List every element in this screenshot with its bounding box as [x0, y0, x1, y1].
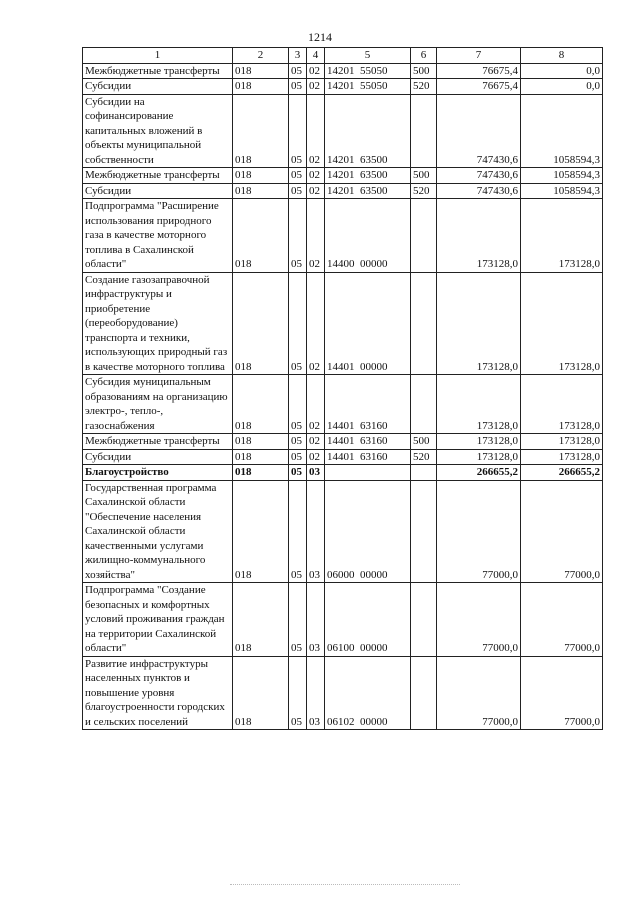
row-ministry-code: 018 — [233, 434, 289, 450]
row-section: 05 — [289, 94, 307, 168]
header-cell: 1 — [83, 48, 233, 64]
row-expense-type — [411, 199, 437, 273]
row-target-article: 06102 00000 — [325, 656, 411, 730]
row-subsection: 02 — [307, 272, 325, 375]
row-target-article: 14201 63500 — [325, 183, 411, 199]
row-section: 05 — [289, 272, 307, 375]
row-subsection: 02 — [307, 183, 325, 199]
row-subsection: 03 — [307, 583, 325, 657]
row-section: 05 — [289, 656, 307, 730]
header-cell: 3 — [289, 48, 307, 64]
row-amount-year2: 77000,0 — [521, 656, 603, 730]
row-ministry-code: 018 — [233, 94, 289, 168]
row-amount-year1: 747430,6 — [437, 94, 521, 168]
row-subsection: 03 — [307, 465, 325, 481]
row-ministry-code: 018 — [233, 272, 289, 375]
header-cell: 4 — [307, 48, 325, 64]
row-name: Межбюджетные трансферты — [83, 168, 233, 184]
row-target-article — [325, 465, 411, 481]
row-ministry-code: 018 — [233, 583, 289, 657]
row-amount-year2: 77000,0 — [521, 480, 603, 583]
table-row — [83, 480, 603, 583]
row-name: Субсидии — [83, 79, 233, 95]
header-cell: 5 — [325, 48, 411, 64]
row-name: Создание газозаправочной инфраструктуры и приобретение (переоборудование) транспорта и техники, использующих природный газ в качестве моторного топлива — [83, 272, 233, 375]
row-subsection: 02 — [307, 168, 325, 184]
row-expense-type: 500 — [411, 434, 437, 450]
row-amount-year1: 747430,6 — [437, 168, 521, 184]
header-cell: 6 — [411, 48, 437, 64]
row-target-article: 14201 63500 — [325, 94, 411, 168]
table-row — [83, 583, 603, 657]
row-amount-year1: 76675,4 — [437, 63, 521, 79]
row-amount-year1: 173128,0 — [437, 375, 521, 434]
row-name: Субсидии — [83, 449, 233, 465]
row-target-article: 06000 00000 — [325, 480, 411, 583]
row-amount-year2: 1058594,3 — [521, 168, 603, 184]
header-cell: 8 — [521, 48, 603, 64]
row-name: Субсидии на софинансирование капитальных вложений в объекты муниципальной собственности — [83, 94, 233, 168]
row-name: Межбюджетные трансферты — [83, 63, 233, 79]
row-amount-year2: 1058594,3 — [521, 183, 603, 199]
row-section: 05 — [289, 375, 307, 434]
row-target-article: 14401 63160 — [325, 434, 411, 450]
row-amount-year1: 77000,0 — [437, 480, 521, 583]
row-ministry-code: 018 — [233, 63, 289, 79]
row-section: 05 — [289, 168, 307, 184]
row-section: 05 — [289, 583, 307, 657]
table-row — [83, 449, 603, 465]
row-amount-year2: 266655,2 — [521, 465, 603, 481]
row-name: Подпрограмма "Расширение использования природного газа в качестве моторного топлива в Сахалинской области" — [83, 199, 233, 273]
row-ministry-code: 018 — [233, 449, 289, 465]
row-expense-type — [411, 272, 437, 375]
row-name: Развитие инфраструктуры населенных пунктов и повышение уровня благоустроенности городских и сельских поселений — [83, 656, 233, 730]
row-ministry-code: 018 — [233, 183, 289, 199]
table-row — [83, 168, 603, 184]
row-subsection: 02 — [307, 199, 325, 273]
row-section: 05 — [289, 199, 307, 273]
table-row — [83, 183, 603, 199]
row-ministry-code: 018 — [233, 79, 289, 95]
row-amount-year2: 77000,0 — [521, 583, 603, 657]
row-target-article: 14400 00000 — [325, 199, 411, 273]
row-subsection: 02 — [307, 63, 325, 79]
header-cell: 7 — [437, 48, 521, 64]
row-name: Подпрограмма "Создание безопасных и комфортных условий проживания граждан на территории Сахалинской области" — [83, 583, 233, 657]
row-subsection: 02 — [307, 79, 325, 95]
row-amount-year2: 173128,0 — [521, 449, 603, 465]
row-section: 05 — [289, 183, 307, 199]
row-name: Государственная программа Сахалинской области "Обеспечение населения Сахалинской области качественными услугами жилищно-коммунального хозяйства" — [83, 480, 233, 583]
row-target-article: 14401 63160 — [325, 375, 411, 434]
row-amount-year1: 173128,0 — [437, 199, 521, 273]
row-subsection: 02 — [307, 449, 325, 465]
row-target-article: 14401 63160 — [325, 449, 411, 465]
row-amount-year1: 747430,6 — [437, 183, 521, 199]
row-section: 05 — [289, 465, 307, 481]
table-row — [83, 94, 603, 168]
table-row-section-total — [83, 465, 603, 481]
row-amount-year2: 173128,0 — [521, 434, 603, 450]
row-amount-year2: 0,0 — [521, 79, 603, 95]
row-amount-year1: 77000,0 — [437, 656, 521, 730]
row-amount-year2: 173128,0 — [521, 272, 603, 375]
row-ministry-code: 018 — [233, 375, 289, 434]
row-amount-year1: 77000,0 — [437, 583, 521, 657]
row-subsection: 02 — [307, 94, 325, 168]
row-target-article: 06100 00000 — [325, 583, 411, 657]
row-amount-year1: 266655,2 — [437, 465, 521, 481]
row-subsection: 03 — [307, 656, 325, 730]
row-name: Благоустройство — [83, 465, 233, 481]
table-body — [83, 63, 603, 730]
row-amount-year2: 0,0 — [521, 63, 603, 79]
row-ministry-code: 018 — [233, 465, 289, 481]
table-row — [83, 656, 603, 730]
table-row — [83, 199, 603, 273]
row-expense-type — [411, 465, 437, 481]
table-header-row — [83, 48, 603, 64]
row-ministry-code: 018 — [233, 656, 289, 730]
row-ministry-code: 018 — [233, 168, 289, 184]
row-target-article: 14201 55050 — [325, 79, 411, 95]
row-target-article: 14401 00000 — [325, 272, 411, 375]
row-expense-type — [411, 583, 437, 657]
table-row — [83, 434, 603, 450]
header-cell: 2 — [233, 48, 289, 64]
scan-artifact — [230, 884, 460, 887]
row-amount-year1: 173128,0 — [437, 434, 521, 450]
row-section: 05 — [289, 63, 307, 79]
row-name: Межбюджетные трансферты — [83, 434, 233, 450]
row-section: 05 — [289, 449, 307, 465]
budget-table — [82, 47, 603, 730]
row-expense-type — [411, 656, 437, 730]
row-amount-year1: 173128,0 — [437, 272, 521, 375]
row-expense-type — [411, 94, 437, 168]
row-expense-type: 500 — [411, 63, 437, 79]
row-name: Субсидии — [83, 183, 233, 199]
row-expense-type — [411, 375, 437, 434]
row-subsection: 02 — [307, 434, 325, 450]
row-subsection: 03 — [307, 480, 325, 583]
table-row — [83, 375, 603, 434]
row-expense-type: 520 — [411, 183, 437, 199]
row-section: 05 — [289, 79, 307, 95]
row-amount-year2: 1058594,3 — [521, 94, 603, 168]
table-row — [83, 63, 603, 79]
row-name: Субсидия муниципальным образованиям на организацию электро-, тепло-, газоснабжения — [83, 375, 233, 434]
row-expense-type: 520 — [411, 449, 437, 465]
page-number: 1214 — [308, 30, 332, 44]
row-amount-year1: 76675,4 — [437, 79, 521, 95]
row-expense-type — [411, 480, 437, 583]
row-expense-type: 520 — [411, 79, 437, 95]
row-amount-year1: 173128,0 — [437, 449, 521, 465]
row-subsection: 02 — [307, 375, 325, 434]
row-target-article: 14201 55050 — [325, 63, 411, 79]
table-row — [83, 79, 603, 95]
row-section: 05 — [289, 480, 307, 583]
row-amount-year2: 173128,0 — [521, 375, 603, 434]
row-amount-year2: 173128,0 — [521, 199, 603, 273]
row-ministry-code: 018 — [233, 480, 289, 583]
row-ministry-code: 018 — [233, 199, 289, 273]
row-expense-type: 500 — [411, 168, 437, 184]
row-target-article: 14201 63500 — [325, 168, 411, 184]
row-section: 05 — [289, 434, 307, 450]
table-row — [83, 272, 603, 375]
